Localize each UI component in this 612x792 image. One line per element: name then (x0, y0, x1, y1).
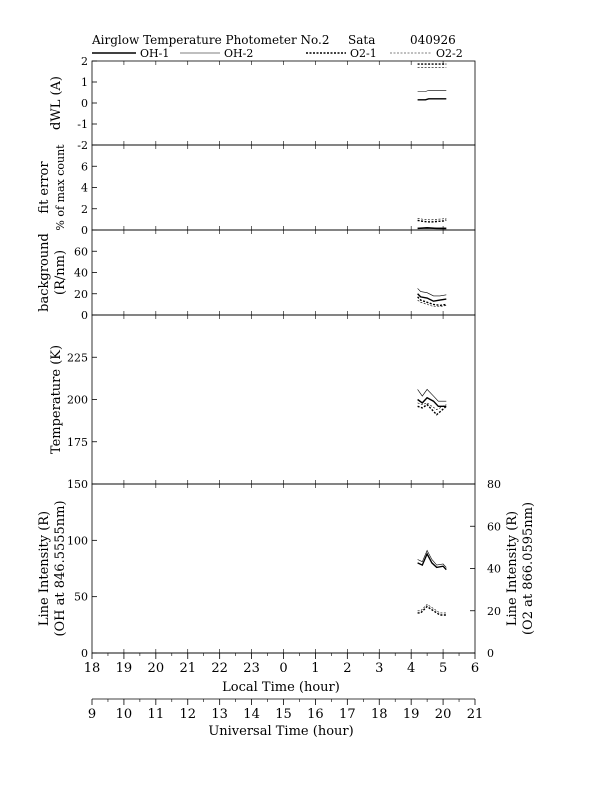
y-tick-label: 1 (81, 76, 88, 89)
panel-dwl (49, 55, 475, 152)
legend-o22-label: O2-2 (436, 47, 463, 60)
y-tick-label: 6 (81, 160, 88, 174)
y-tick-label: 4 (81, 181, 88, 195)
panel-frame (92, 230, 475, 315)
legend-oh2-label: OH-2 (224, 47, 254, 60)
y-tick-label: 2 (81, 55, 88, 68)
y-tick-label: 20 (74, 287, 88, 301)
series-oh2-line (418, 288, 447, 296)
local-time-tick-label: 1 (311, 661, 320, 676)
y-right-axis-label-2: (O2 at 866.0595nm) (521, 501, 536, 636)
y-axis-label: fit error (37, 161, 52, 214)
local-time-tick-label: 19 (115, 661, 133, 676)
local-time-tick-label: 20 (147, 661, 165, 676)
y-axis-label: Temperature (K) (49, 344, 64, 455)
universal-time-tick-label: 16 (307, 707, 324, 722)
series-oh1-line (418, 398, 447, 407)
series-oh2-line (418, 90, 447, 91)
y-axis-label: Line Intensity (R) (37, 510, 52, 627)
panel-frame (92, 61, 475, 145)
y-tick-label: 60 (74, 245, 88, 259)
y-axis-label: background (37, 233, 52, 312)
y-tick-label: 40 (74, 266, 88, 280)
y-tick-label: -2 (77, 139, 88, 152)
local-time-tick-label: 0 (279, 661, 288, 676)
y-tick-label: 150 (67, 478, 88, 491)
y-axis-label-2: (R/nm) (53, 249, 68, 296)
universal-time-tick-label: 12 (179, 707, 197, 722)
y-tick-label: -1 (77, 118, 88, 131)
local-time-label: Local Time (hour) (222, 680, 340, 695)
universal-time-tick-label: 19 (402, 707, 420, 722)
universal-time-tick-label: 9 (87, 707, 97, 722)
y-tick-label: 0 (81, 647, 88, 660)
panel-temperature (49, 315, 475, 484)
y-axis-label-2: (OH at 846.5555nm) (53, 500, 68, 637)
universal-time-tick-label: 21 (466, 707, 484, 722)
universal-time-tick-label: 15 (275, 707, 292, 722)
universal-time-tick-label: 10 (115, 707, 133, 722)
y-right-tick-label: 80 (487, 478, 501, 491)
header (91, 33, 456, 47)
local-time-tick-label: 6 (470, 661, 480, 676)
panel-background (37, 230, 475, 322)
panels (37, 55, 536, 660)
universal-time-label: Universal Time (hour) (208, 724, 354, 739)
series-oh2-line (418, 389, 447, 401)
y-axis-label: dWL (A) (49, 76, 64, 130)
y-tick-label: 0 (81, 97, 88, 110)
legend-oh1-label: OH-1 (140, 47, 170, 60)
y-tick-label: 50 (74, 590, 88, 604)
y-axis-label-2: % of max count (54, 144, 67, 231)
local-time-tick-label: 23 (243, 661, 260, 676)
series-oh2-line (418, 227, 447, 228)
local-time-tick-label: 5 (438, 661, 448, 676)
panel-fit-error (37, 144, 475, 237)
station-name: Sata (348, 33, 376, 47)
y-tick-label: 2 (81, 202, 88, 216)
series-o22-line (418, 218, 447, 220)
panel-frame (92, 145, 475, 230)
legend (92, 47, 463, 60)
panel-line-intensity (37, 478, 536, 660)
y-right-axis-label: Line Intensity (R) (505, 510, 520, 627)
figure-title: Airglow Temperature Photometer No.2 (92, 33, 330, 47)
series-o21-line (418, 220, 447, 222)
universal-time-tick-label: 20 (434, 707, 452, 722)
date-label: 040926 (410, 33, 456, 47)
panel-frame (92, 315, 475, 484)
legend-o21-label: O2-1 (350, 47, 377, 60)
y-tick-label: 0 (81, 309, 88, 322)
universal-time-tick-label: 18 (370, 707, 388, 722)
y-tick-label: 175 (67, 435, 88, 449)
y-tick-label: 225 (67, 351, 88, 365)
universal-time-tick-label: 11 (147, 707, 165, 722)
local-time-tick-label: 22 (211, 661, 228, 676)
local-time-tick-label: 3 (375, 661, 384, 676)
y-right-tick-label: 20 (487, 604, 501, 618)
local-time-tick-label: 4 (407, 661, 416, 676)
universal-time-tick-label: 14 (243, 707, 260, 722)
y-right-tick-label: 0 (487, 647, 494, 660)
local-time-tick-label: 18 (83, 661, 101, 676)
local-time-tick-label: 21 (179, 661, 197, 676)
y-right-tick-label: 40 (487, 562, 501, 576)
y-tick-label: 100 (67, 534, 88, 548)
local-time-tick-label: 2 (343, 661, 352, 676)
universal-time-tick-label: 13 (211, 707, 228, 722)
universal-time-tick-label: 17 (339, 707, 356, 722)
panel-frame (92, 484, 475, 653)
y-right-tick-label: 60 (487, 520, 501, 534)
y-tick-label: 0 (81, 224, 88, 237)
series-oh1-line (418, 99, 447, 100)
y-tick-label: 200 (67, 393, 88, 407)
